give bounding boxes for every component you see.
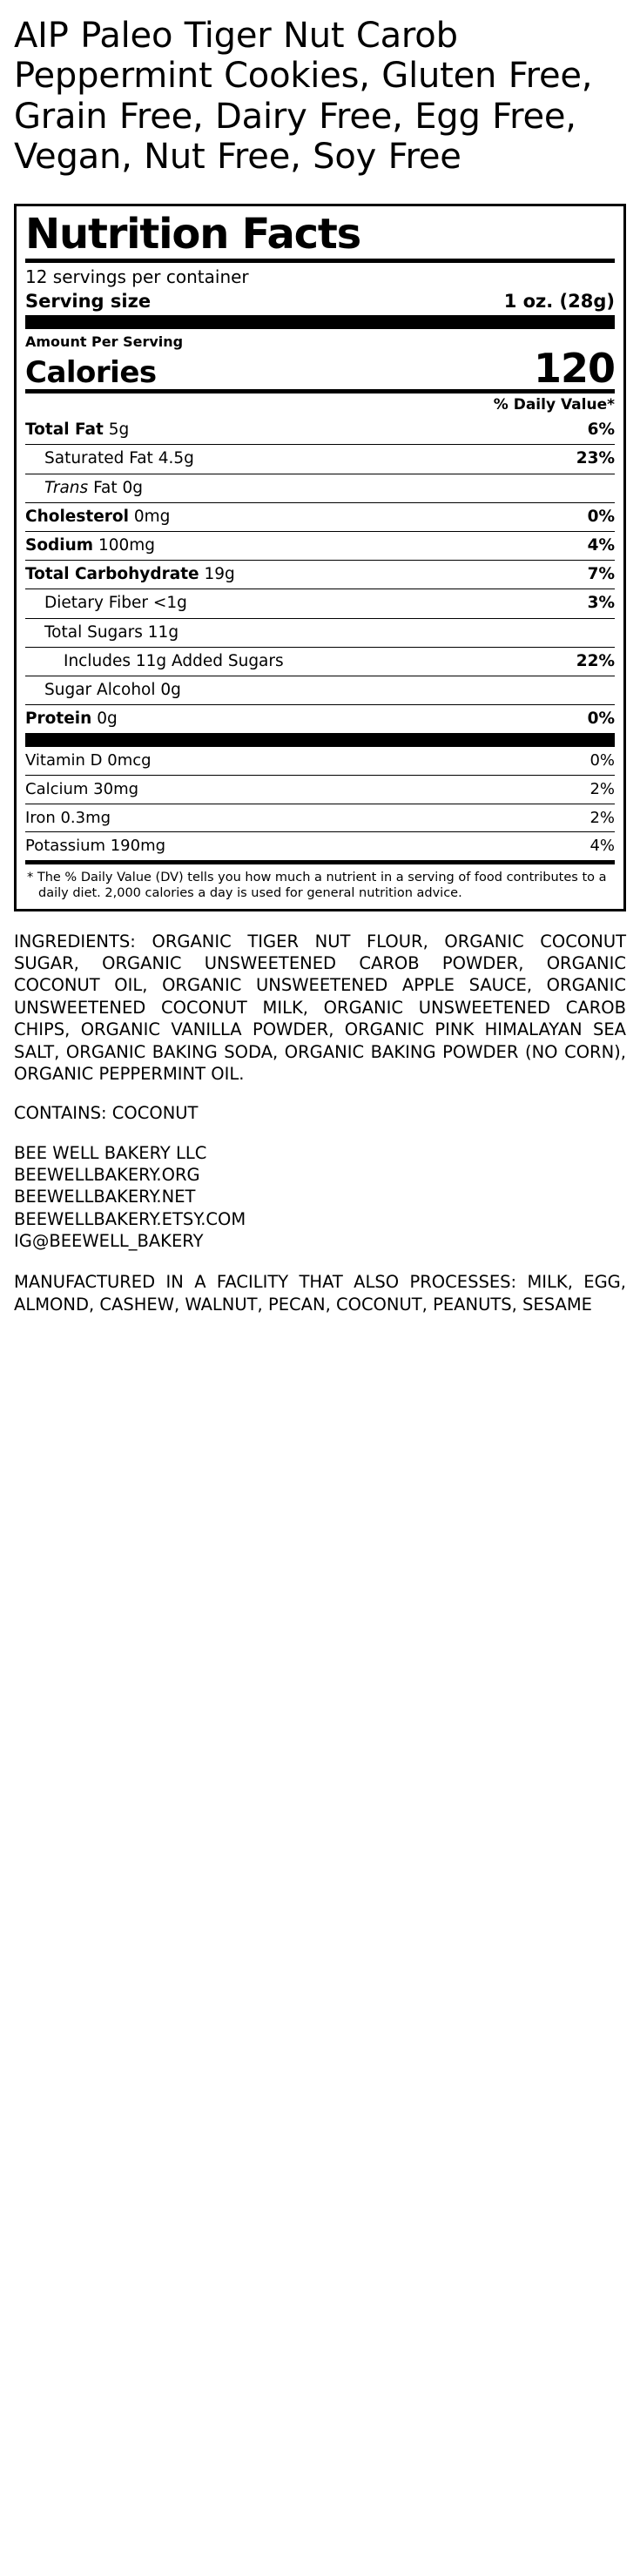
company-website-alt[interactable]: BEEWELLBAKERY.NET [14,1187,196,1207]
nutrient-amount: Fat 0g [93,478,143,497]
nutrient-dv: 7% [587,565,615,584]
table-row [25,804,615,832]
table-row [25,531,615,560]
nutrient-dv: 4% [587,536,615,555]
vitamin-label: Iron 0.3mg [25,808,111,827]
vitamin-label: Potassium 190mg [25,837,166,856]
table-row [25,474,615,502]
nutrient-label: Protein [25,710,92,729]
nutrient-amount: 4.5g [158,449,194,468]
vitamin-rows [25,747,615,859]
table-row [25,444,615,473]
nutrient-amount: 0g [160,680,181,699]
nutrient-amount: 0g [97,710,118,729]
vitamin-dv: 0% [589,751,615,770]
servings-per-container: 12 servings per container [25,266,249,287]
table-row [25,747,615,775]
table-row [25,775,615,804]
company-etsy-shop[interactable]: BEEWELLBAKERY.ETSY.COM [14,1208,246,1229]
nutrient-label: Trans [44,478,89,497]
nutrient-dv: 6% [587,420,615,440]
vitamin-dv: 2% [589,779,615,798]
nutrient-dv: 0% [587,507,615,526]
nutrient-label: Total Carbohydrate [25,565,199,584]
vitamin-label: Vitamin D 0mcg [25,751,152,770]
daily-value-footnote [25,864,615,904]
nutrient-dv: 3% [587,594,615,613]
nutrient-dv: 23% [576,449,615,468]
serving-size-row [25,290,615,315]
table-row [25,831,615,860]
table-row [25,618,615,647]
nutrient-amount: 5g [108,420,130,440]
serving-size-label: Serving size [25,290,152,312]
divider-thick-bottom [25,733,615,747]
footnote-text: * The % Daily Value (DV) tells you how much a nutrient in a serving of food contributes to a daily diet. 2,000 calories a day is used for general nutrition advice. [27,870,607,901]
nutrient-label: Sugar Alcohol [44,680,156,699]
vitamin-dv: 2% [589,808,615,827]
nutrition-facts-title: Nutrition Facts [25,209,361,259]
divider-thick-top [25,315,615,329]
amount-per-serving-label: Amount Per Serving [25,333,184,350]
nutrient-label: Sodium [25,536,94,555]
nutrition-facts-panel [14,204,626,911]
daily-value-header: % Daily Value* [493,396,615,414]
company-contact-block [14,1142,626,1253]
nutrient-rows [25,416,615,733]
calories-label: Calories [25,355,157,391]
nutrient-dv: 0% [587,710,615,729]
nutrient-amount: 19g [204,565,235,584]
nutrient-label: Saturated Fat [44,449,153,468]
allergen-statement-block: MANUFACTURED IN A FACILITY THAT ALSO PROCESSES: MILK, EGG, ALMOND, CASHEW, WALNUT, PECAN, COCONUT, PEANUTS, SESAME [14,1272,626,1315]
nutrient-label: Total Sugars [44,622,143,642]
nutrient-amount: <1g [152,594,187,613]
table-row [25,416,615,444]
nutrient-label: Total Fat [25,420,104,440]
vitamin-label: Calcium 30mg [25,779,139,798]
ingredients-block: INGREDIENTS: ORGANIC TIGER NUT FLOUR, ORGANIC COCONUT SUGAR, ORGANIC UNSWEETENED CAROB POWDER, ORGANIC COCONUT OIL, ORGANIC UNSWEETENED APPLE SAUCE, ORGANIC UNSWEETENED COCONUT MILK, ORGANIC UNSWEETENED CAROB CHIPS, ORGANIC VANILLA POWDER, ORGANIC PINK HIMALAYAN SEA SALT, ORGANIC BAKING SODA, ORGANIC BAKING POWDER (NO CORN), ORGANIC PEPPERMINT OIL. [14,931,626,1084]
contains-block: CONTAINS: COCONUT [14,1103,199,1124]
nutrient-label: Cholesterol [25,507,129,526]
table-row [25,589,615,617]
nutrient-label: Includes 11g Added Sugars [64,651,284,670]
table-row [25,560,615,589]
nutrient-amount: 0mg [133,507,171,526]
calories-value: 120 [533,344,615,392]
nutrient-dv: 22% [576,651,615,670]
nutrient-label: Dietary Fiber [44,594,148,613]
table-row [25,647,615,676]
company-name: BEE WELL BAKERY LLC [14,1142,207,1163]
nutrient-amount: 100mg [98,536,156,555]
nutrient-amount: 11g [147,622,179,642]
table-row [25,704,615,733]
product-title: AIP Paleo Tiger Nut Carob Peppermint Cookies, Gluten Free, Grain Free, Dairy Free, Egg Free, Vegan, Nut Free, Soy Free [14,16,593,178]
serving-size-value: 1 oz. (28g) [503,290,615,312]
table-row [25,502,615,531]
company-website[interactable]: BEEWELLBAKERY.ORG [14,1164,200,1185]
table-row [25,676,615,704]
calories-row [25,344,615,392]
company-instagram[interactable]: IG@BEEWELL_BAKERY [14,1230,204,1251]
vitamin-dv: 4% [589,837,615,856]
